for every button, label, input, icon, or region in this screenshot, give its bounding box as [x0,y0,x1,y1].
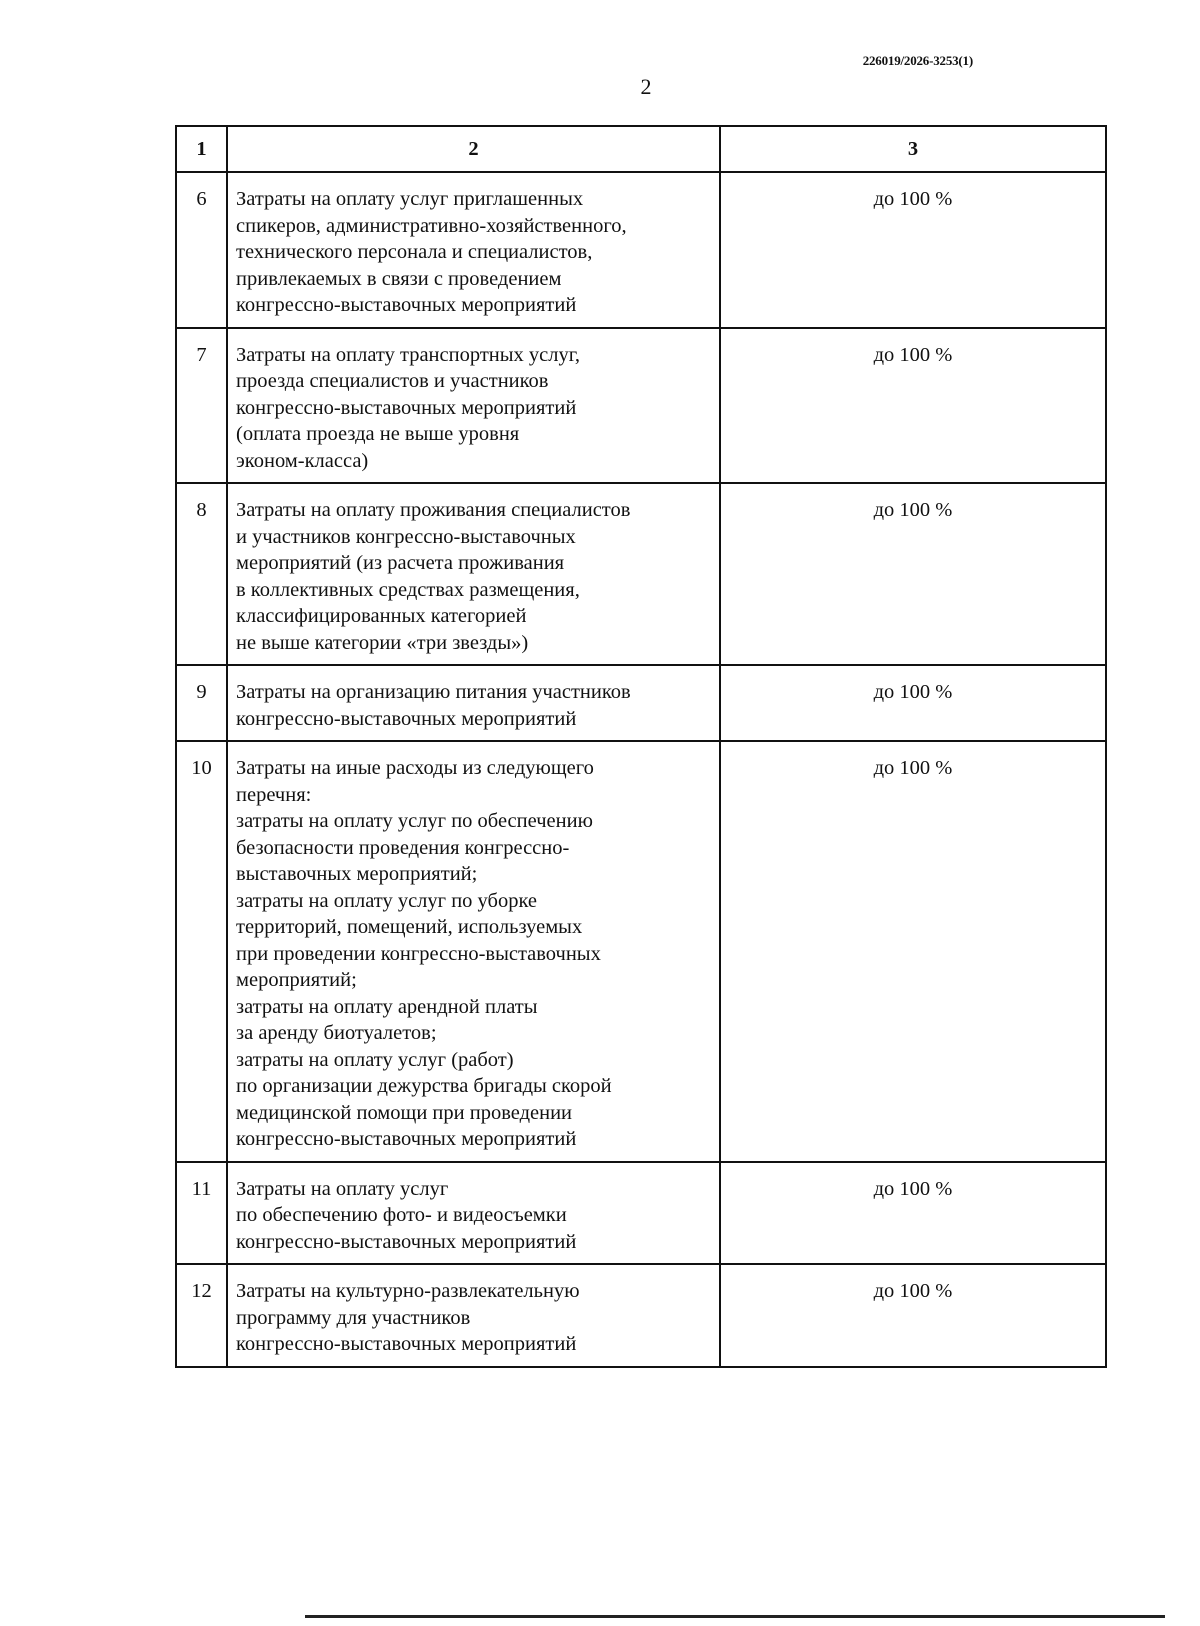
description-line: конгрессно-выставочных мероприятий [236,1333,577,1355]
description-line: проезда специалистов и участников [236,370,549,392]
description-line: технического персонала и специалистов, [236,241,593,263]
table-row [176,1264,1106,1367]
description-line: в коллективных средствах размещения, [236,578,580,601]
description-line: затраты на оплату услуг (работ) [236,1048,514,1071]
description-line: затраты на оплату арендной платы [236,995,538,1018]
description-line: мероприятий (из расчета проживания [236,552,565,574]
expense-table [175,125,1107,1368]
description-line: по организации дежурства бригады скорой [236,1075,612,1097]
expense-description [227,665,720,741]
table-body [176,172,1106,1367]
table-header-row [176,126,1106,172]
bottom-edge-line [305,1615,1165,1618]
description-line: конгрессно-выставочных мероприятий [236,1230,577,1253]
expense-description [227,1162,720,1265]
description-line: и участников конгрессно-выставочных [236,525,576,548]
table-row [176,1162,1106,1265]
description-line: Затраты на иные расходы из следующего [236,757,594,779]
row-number: 10 [176,741,227,1162]
description-line: конгрессно-выставочных мероприятий [236,396,577,419]
row-number: 12 [176,1264,227,1367]
description-line: по обеспечению фото- и видеосъемки [236,1204,567,1226]
funding-share: до 100 % [720,1264,1106,1367]
description-line: перечня: [236,783,312,806]
description-line: эконом-класса) [236,449,369,472]
description-line: спикеров, административно-хозяйственного, [236,214,627,237]
description-line: классифицированных категорией [236,605,527,627]
page-number: 2 [640,74,652,99]
table-row [176,483,1106,665]
description-line: привлекаемых в связи с проведением [236,267,562,290]
column-header-1: 1 [176,126,227,172]
column-header-3: 3 [720,126,1106,172]
expense-description [227,741,720,1162]
description-line: (оплата проезда не выше уровня [236,423,520,445]
funding-share: до 100 % [720,172,1106,328]
description-line: при проведении конгрессно-выставочных [236,942,601,965]
funding-share: до 100 % [720,741,1106,1162]
description-line: Затраты на оплату проживания специалистов [236,499,631,521]
table-row [176,172,1106,328]
description-line: затраты на оплату услуг по обеспечению [236,810,593,832]
description-line: конгрессно-выставочных мероприятий [236,294,577,316]
description-line: конгрессно-выставочных мероприятий [236,707,577,730]
table-row [176,328,1106,484]
expense-description [227,483,720,665]
funding-share: до 100 % [720,1162,1106,1265]
column-header-2: 2 [227,126,720,172]
expense-description [227,328,720,484]
row-number: 9 [176,665,227,741]
expense-description [227,172,720,328]
description-line: территорий, помещений, используемых [236,916,583,938]
description-line: конгрессно-выставочных мероприятий [236,1128,577,1150]
row-number: 7 [176,328,227,484]
description-line: программу для участников [236,1306,471,1329]
row-number: 11 [176,1162,227,1265]
table-row [176,741,1106,1162]
funding-share: до 100 % [720,483,1106,665]
row-number: 8 [176,483,227,665]
row-number: 6 [176,172,227,328]
funding-share: до 100 % [720,328,1106,484]
description-line: медицинской помощи при проведении [236,1101,573,1124]
description-line: Затраты на организацию питания участников [236,681,631,703]
description-line: выставочных мероприятий; [236,863,478,885]
document-number: 226019/2026-3253(1) [862,53,973,68]
description-line: Затраты на оплату услуг [236,1177,449,1200]
description-line: Затраты на оплату услуг приглашенных [236,188,584,210]
description-line: затраты на оплату услуг по уборке [236,889,537,912]
expense-description [227,1264,720,1367]
description-line: безопасности проведения конгрессно- [236,836,570,859]
description-line: за аренду биотуалетов; [236,1022,437,1044]
description-line: мероприятий; [236,969,357,991]
description-line: не выше категории «три звезды») [236,631,529,654]
description-line: Затраты на культурно-развлекательную [236,1280,580,1302]
table-row [176,665,1106,741]
funding-share: до 100 % [720,665,1106,741]
description-line: Затраты на оплату транспортных услуг, [236,343,580,366]
